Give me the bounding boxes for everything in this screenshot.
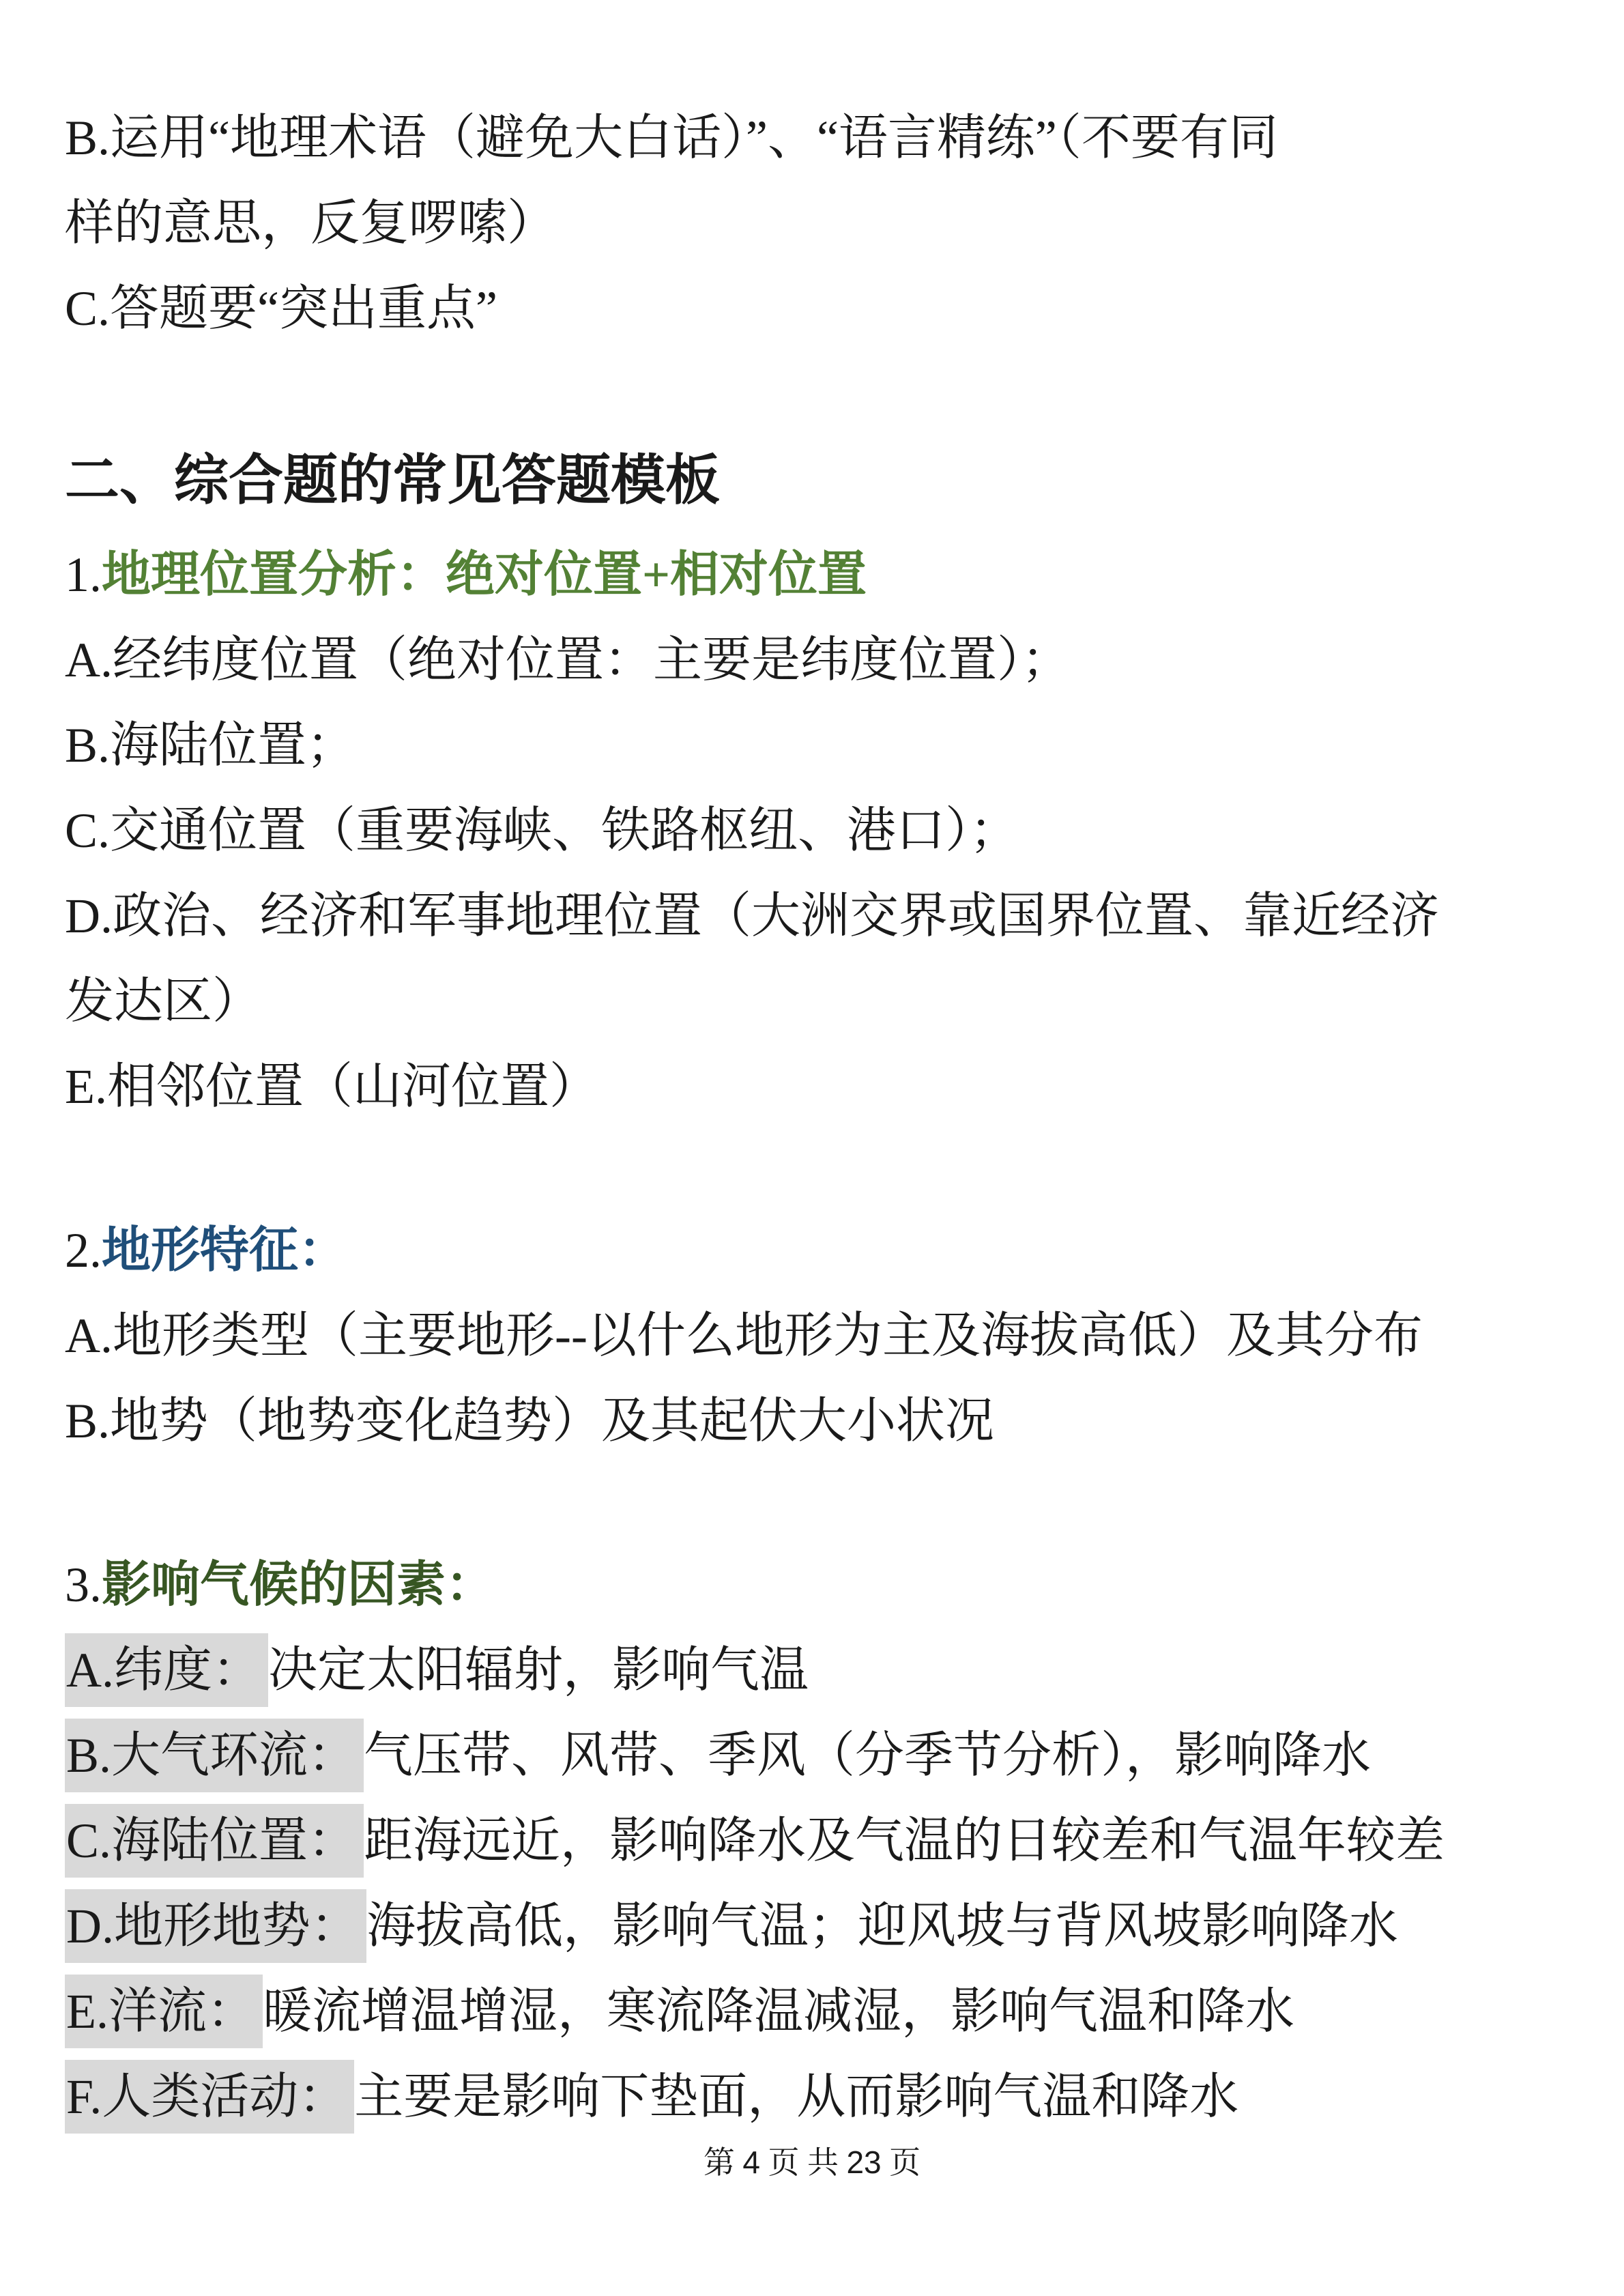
list-item-text: 气压带、风带、季风（分季节分析），影响降水 bbox=[364, 1728, 1372, 1783]
section-heading-2: 二、综合题的常见答题模板 bbox=[65, 451, 720, 511]
subsection-1-title bbox=[65, 532, 1559, 618]
footer-label: 页 bbox=[889, 2145, 921, 2180]
list-item bbox=[65, 1884, 1559, 1969]
highlighted-term: B.大气环流： bbox=[65, 1719, 364, 1792]
page-footer bbox=[0, 2142, 1624, 2183]
subsection-1-number: 1. bbox=[65, 547, 102, 602]
vertical-spacer bbox=[65, 1464, 1559, 1542]
subsection-1-title-text: 地理位置分析：绝对位置+相对位置 bbox=[102, 547, 867, 602]
list-item bbox=[65, 1798, 1559, 1884]
current-page-number: 4 bbox=[742, 2144, 760, 2180]
list-item-text: 海拔高低，影响气温；迎风坡与背风坡影响降水 bbox=[366, 1899, 1399, 1953]
list-item: B.地势（地势变化趋势）及其起伏大小状况 bbox=[65, 1394, 995, 1448]
list-item bbox=[65, 1628, 1559, 1713]
list-item-continuation: 发达区） bbox=[65, 974, 262, 1029]
list-item-text: 主要是影响下垫面，从而影响气温和降水 bbox=[354, 2069, 1239, 2124]
highlighted-term: D.地形地势： bbox=[65, 1889, 366, 1963]
list-item-text: 距海远近，影响降水及气温的日较差和气温年较差 bbox=[364, 1813, 1445, 1868]
list-item-text: 暖流增温增湿，寒流降温减湿，影响气温和降水 bbox=[262, 1984, 1294, 2039]
subsection-3-title-text: 影响气候的因素： bbox=[102, 1558, 495, 1612]
footer-label: 第 bbox=[703, 2145, 735, 2180]
vertical-spacer bbox=[65, 1130, 1559, 1208]
list-item: A.地形类型（主要地形--以什么地形为主及海拔高低）及其分布 bbox=[65, 1308, 1423, 1363]
subsection-3-title bbox=[65, 1542, 1559, 1628]
intro-line-3: C.答题要“突出重点” bbox=[65, 281, 497, 336]
highlighted-term: C.海陆位置： bbox=[65, 1804, 364, 1878]
vertical-spacer bbox=[65, 351, 1559, 430]
list-item: E.相邻位置（山河位置） bbox=[65, 1059, 598, 1114]
intro-line-2: 样的意思，反复啰嗦） bbox=[65, 196, 557, 250]
intro-line-1: B.运用“地理术语（避免大白话）”、“语言精练”（不要有同 bbox=[65, 111, 1278, 165]
subsection-3-number: 3. bbox=[65, 1558, 102, 1612]
list-item bbox=[65, 2054, 1559, 2140]
list-item-text: 决定太阳辐射，影响气温 bbox=[268, 1643, 809, 1697]
highlighted-term: F.人类活动： bbox=[65, 2060, 354, 2134]
subsection-2-number: 2. bbox=[65, 1223, 102, 1278]
highlighted-term: E.洋流： bbox=[65, 1975, 263, 2048]
total-page-count: 23 bbox=[846, 2144, 882, 2180]
list-item: A.经纬度位置（绝对位置：主要是纬度位置）； bbox=[65, 633, 1071, 687]
list-item: C.交通位置（重要海峡、铁路枢纽、港口）； bbox=[65, 803, 1019, 858]
subsection-2-title bbox=[65, 1208, 1559, 1293]
footer-label: 页 共 bbox=[768, 2145, 839, 2180]
list-item: D.政治、经济和军事地理位置（大洲交界或国界位置、靠近经济 bbox=[65, 889, 1439, 943]
list-item bbox=[65, 1713, 1559, 1798]
subsection-2-title-text: 地形特征： bbox=[102, 1223, 348, 1278]
list-item bbox=[65, 1969, 1559, 2054]
highlighted-term: A.纬度： bbox=[65, 1633, 268, 1707]
list-item: B.海陆位置； bbox=[65, 718, 356, 773]
